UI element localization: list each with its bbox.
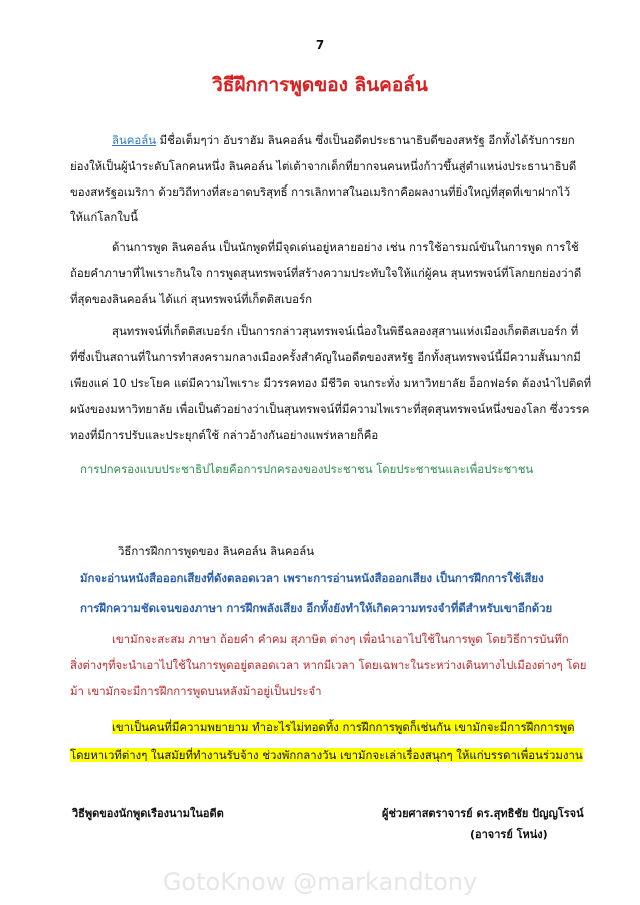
- paragraph-line: ย่องให้เป็นผู้นำระดับโลกคนหนึ่ง ลินคอล์น ไต่เต้าจากเด็กที่ยากจนคนหนึ่งก้าวขึ้นสู่ตำแหน่งประธานาธิบดี: [70, 159, 577, 173]
- footer-author: ผู้ช่วยศาสตราจารย์ ดร.สุทธิชัย ปัญญโรจน์: [382, 807, 584, 820]
- highlight-line: [70, 744, 600, 766]
- line-text: มีชื่อเต็มๆว่า อับราฮัม ลินคอล์น ซึ่งเป็นอดีตประธานาธิบดีของสหรัฐ อีกทั้งได้รับการยก: [156, 133, 575, 147]
- footer-left: วิธีพูดของนักพูดเรืองนามในอดีต: [72, 807, 224, 820]
- footer-author-nickname: (อาจารย์ โหน่ง): [470, 828, 548, 841]
- red-line: ม้า เขามักจะมีการฝึกการพูดบนหลังม้าอยู่เป็นประจำ: [70, 684, 322, 698]
- bold-line: การฝึกความชัดเจนของภาษา การฝึกพลังเสียง อีกทั้งยังทำให้เกิดความทรงจำที่ดีสำหรับเขาอีกด้วย: [80, 601, 553, 615]
- page-number: 7: [315, 38, 325, 52]
- red-line: เขามักจะสะสม ภาษา ถ้อยคำ คำคม สุภาษิต ต่างๆ เพื่อนำเอาไปใช้ในการพูด โดยวิธีการบันทึก: [112, 632, 569, 646]
- section-heading: วิธีการฝึกการพูดของ ลินคอล์น ลินคอล์น: [118, 544, 315, 558]
- paragraph-line: [112, 129, 600, 151]
- highlight-text: เขาเป็นคนที่มีความพยายาม ทำอะไรไม่ทอดทิ้ง การฝึกการพูดก็เช่นกัน เขามักจะมีการฝึกการพูด: [112, 720, 575, 734]
- paragraph-line: ผนังของมหาวิทยาลัย เพื่อเป็นตัวอย่างว่าเป็นสุนทรพจน์ที่มีความไพเราะที่สุดสุนทรพจน์หนึ่งของโลก ซึ่งวรรค: [70, 402, 590, 416]
- paragraph-line: ที่ซึ่งเป็นสถานที่ในการทำสงครามกลางเมืองครั้งสำคัญในอดีตของสหรัฐ อีกทั้งสุนทรพจน์นี้มีความสั้นมากมี: [70, 350, 581, 364]
- highlight-text: โดยหาเวทีต่างๆ ในสมัยที่ทำงานรับจ้าง ช่วงพักกลางวัน เขามักจะเล่าเรื่องสนุกๆ ให้แก่บรรดาเพื่อนร่วมงาน: [70, 748, 583, 762]
- paragraph-line: สุนทรพจน์ที่เก็ตติสเบอร์ก เป็นการกล่าวสุนทรพจน์เนื่องในพิธีฉลองสุสานแห่งเมืองเก็ตติสเบอร์ก ที่: [112, 324, 579, 338]
- red-line: สิ่งต่างๆที่จะนำเอาไปใช้ในการพูดอยู่ตลอดเวลา หากมีเวลา โดยเฉพาะในระหว่างเดินทางไปเมืองต่างๆ โดย: [70, 658, 587, 672]
- document-title: วิธีฝึกการพูดของ ลินคอล์น: [212, 74, 428, 96]
- watermark: GotoKnow @markandtony: [162, 868, 478, 896]
- name-highlight: ลินคอล์น: [112, 133, 156, 147]
- paragraph-line: ที่สุดของลินคอล์น ได้แก่ สุนทรพจน์ที่เก็ตติสเบอร์ก: [70, 292, 313, 306]
- paragraph-line: ให้แก่โลกใบนี้: [70, 210, 138, 224]
- paragraph-line: ด้านการพูด ลินคอล์น เป็นนักพูดที่มีจุดเด่นอยู่หลายอย่าง เช่น การใช้อารมณ์ขันในการพูด การใช้: [112, 240, 579, 254]
- highlight-line: [112, 716, 600, 738]
- paragraph-line: ของสหรัฐอเมริกา ด้วยวิถีทางที่สะอาดบริสุทธิ์ การเลิกทาสในอเมริกาคือผลงานที่ยิ่งใหญ่ที่สุดที่เขาฝากไว้: [70, 185, 571, 199]
- paragraph-line: ถ้อยคำภาษาที่ไพเราะกินใจ การพูดสุนทรพจน์ที่สร้างความประทับใจให้แก่ผู้คน สุนทรพจน์ที่โลกยกย่องว่าดี: [70, 266, 582, 280]
- paragraph-line: เพียงแค่ 10 ประโยค แต่มีความไพเราะ มีวรรคทอง มีชีวิต จนกระทั่ง มหาวิทยาลัย อ็อกฟอร์ด ต้องนำไปติดที่: [70, 376, 592, 390]
- quote-line: การปกครองแบบประชาธิปไตยคือการปกครองของประชาชน โดยประชาชนและเพื่อประชาชน: [80, 462, 534, 476]
- paragraph-line: ทองที่มีการปรับและประยุกต์ใช้ กล่าวอ้างกันอย่างแพร่หลายก็คือ: [70, 428, 379, 442]
- bold-line: มักจะอ่านหนังสือออกเสียงที่ดังตลอดเวลา เพราะการอ่านหนังสือออกเสียง เป็นการฝึกการใช้เสียง: [80, 571, 544, 585]
